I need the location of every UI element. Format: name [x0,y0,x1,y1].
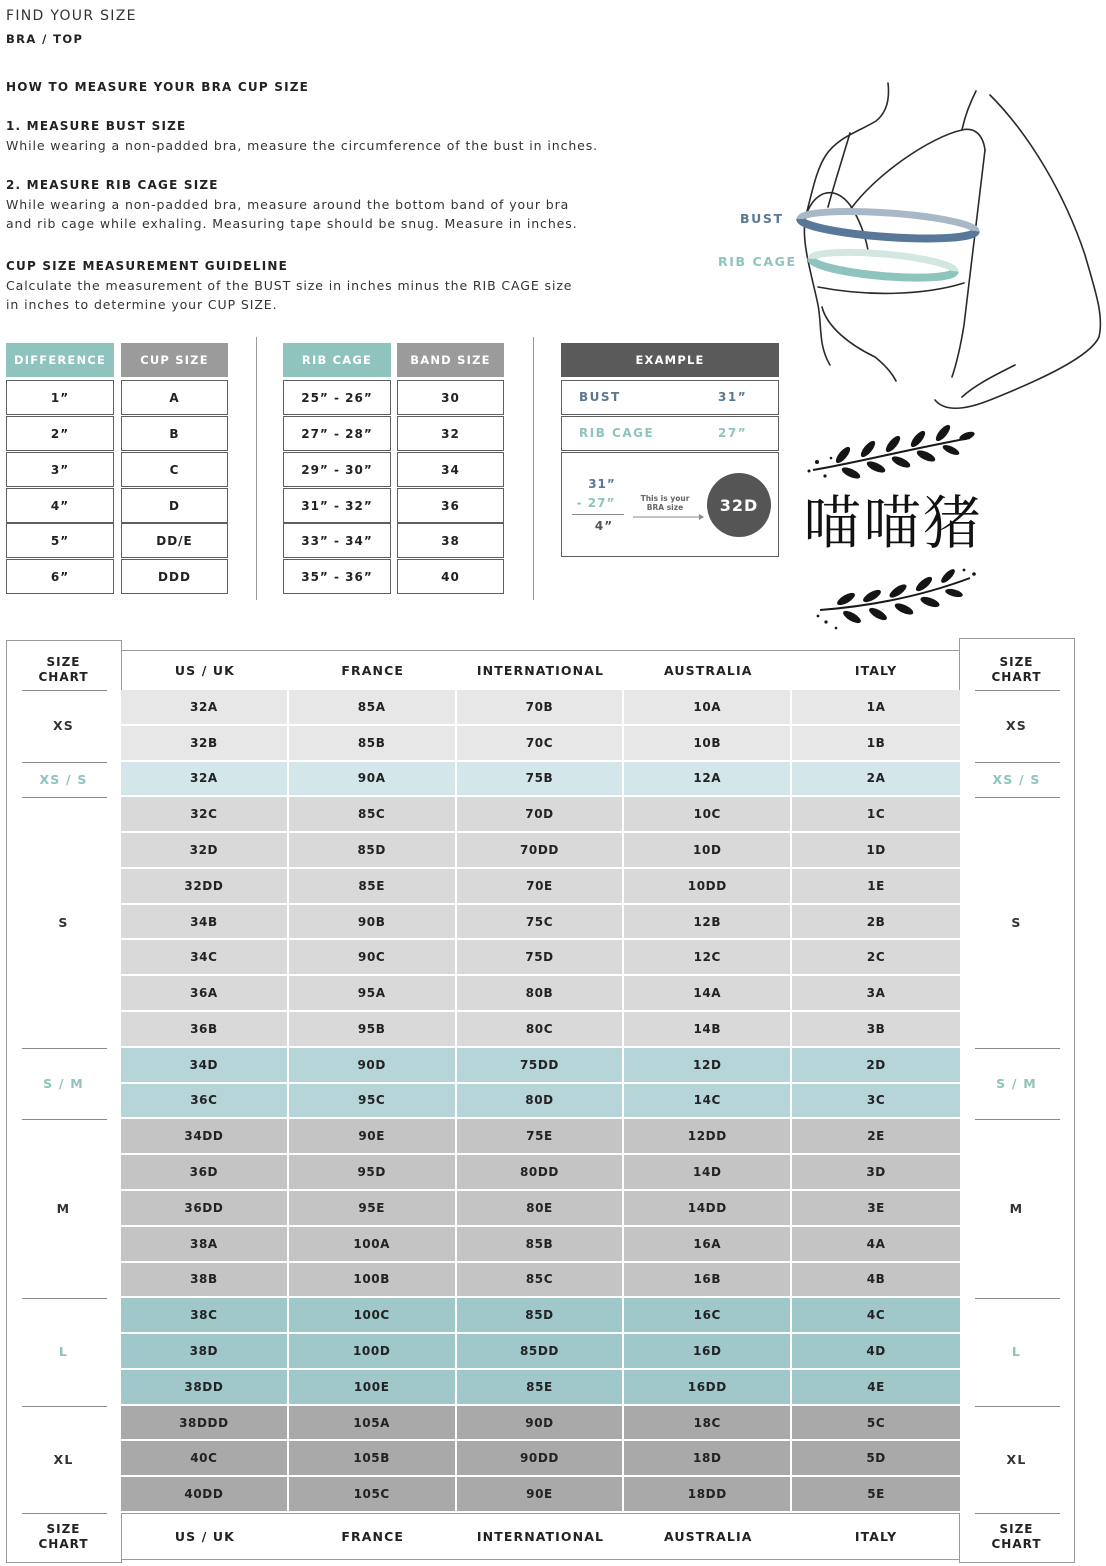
size-group-label-right: L [1011,1344,1022,1360]
size-chart-cell-us-uk: 34C [121,940,289,974]
size-chart-cell-us-uk: 32A [121,762,289,796]
group-separator-left [22,1406,107,1407]
size-group-label-right: XS / S [992,771,1041,787]
size-chart-cell-international: 90D [457,1406,625,1440]
size-chart-cell-italy: 5D [866,1451,886,1466]
size-chart-cell-international: 80E [457,1191,625,1225]
size-chart-cell-italy: 2A [866,771,886,786]
group-separator-left [22,762,107,763]
size-chart-cell-france: 95D [289,1155,457,1189]
example-bust-value: 31” [718,390,748,404]
step-rib-title: 2. MEASURE RIB CAGE SIZE [6,178,219,192]
size-chart-row [121,1298,960,1334]
size-chart-row [121,940,960,976]
calc-divider [572,514,624,515]
example-rib-label: RIB CAGE [579,426,655,440]
size-group-label-right: XL [1006,1451,1027,1467]
illustration-rib-label: RIB CAGE [718,254,797,269]
group-separator-left [22,690,107,691]
group-separator-end [22,1513,107,1514]
size-chart-row [121,869,960,905]
size-chart-cell-international: 80C [457,1012,625,1046]
column-header-us-uk: US / UK [174,663,235,678]
column-header-france: FRANCE [341,663,404,678]
difference-cell: 4” [6,488,114,523]
group-separator-right [975,690,1060,691]
size-chart-cell-italy: 4C [866,1308,886,1323]
column-header-italy: ITALY [854,663,898,678]
size-chart-cell-france: 100B [289,1263,457,1297]
cup-size-cell: DD/E [121,523,228,558]
size-chart-cell-australia: 10D [624,833,792,867]
size-group-label-left: L [58,1344,69,1360]
size-chart-cell-international: 70E [457,869,625,903]
size-chart-cell-international: 90E [457,1477,625,1511]
size-chart-cell-france: 85C [289,797,457,831]
group-separator-right [975,1119,1060,1120]
size-chart-cell-international: 70C [457,726,625,760]
column-footer-us-uk: US / UK [174,1529,235,1544]
size-chart-cell-international: 80DD [457,1155,625,1189]
group-separator-left [22,1048,107,1049]
step-rib-text-line1: While wearing a non-padded bra, measure around the bottom band of your bra [6,197,570,212]
size-chart-row [121,1227,960,1263]
size-chart-row [121,1191,960,1227]
size-chart-cell-france: 95A [289,976,457,1010]
group-separator-left [22,797,107,798]
size-chart-cell-australia: 16DD [624,1370,792,1404]
size-chart-cell-us-uk: 36A [121,976,289,1010]
arrow-caption-line2: BRA size [646,503,684,512]
size-group-label-right: XS [1005,718,1028,734]
size-chart-cell-australia: 12A [624,762,792,796]
size-chart-cell-us-uk: 32A [121,690,289,724]
size-chart-cell-italy: 2B [866,914,886,929]
step-bust-text: While wearing a non-padded bra, measure the circumference of the bust in inches. [6,138,599,153]
size-chart-cell-australia: 14B [624,1012,792,1046]
size-chart-cell-france: 85E [289,869,457,903]
difference-cell: 3” [6,452,114,487]
column-footer-australia: AUSTRALIA [664,1529,753,1544]
difference-cell: 1” [6,380,114,415]
size-chart-cell-international: 85C [457,1263,625,1297]
size-chart-cell-us-uk: 32C [121,797,289,831]
column-header-international: INTERNATIONAL [476,663,605,678]
size-chart-cell-italy: 4D [866,1343,886,1358]
leaf-branch-icon [812,566,982,634]
illustration-bust-label: BUST [740,211,784,226]
table-divider [256,337,257,600]
size-chart-cell-italy: 5E [867,1487,885,1502]
rib-cage-cell: 35” - 36” [283,559,391,594]
size-chart-cell-france: 90A [289,762,457,796]
size-chart-cell-france: 85B [289,726,457,760]
size-chart-cell-france: 95B [289,1012,457,1046]
size-chart-label: SIZE CHART [991,1522,1042,1551]
size-chart-cell-international: 85DD [457,1334,625,1368]
rib-cage-cell: 29” - 30” [283,452,391,487]
size-chart-cell-international: 75C [457,905,625,939]
bust-measurement-illustration [700,75,1104,430]
band-size-cell: 36 [397,488,504,523]
size-chart-cell-italy: 2C [866,950,886,965]
size-chart-cell-italy: 2E [867,1129,885,1144]
cup-size-cell: A [121,380,228,415]
rib-cage-cell: 25” - 26” [283,380,391,415]
result-bra-size-badge: 32D [707,473,771,537]
size-chart-cell-italy: 3C [866,1093,886,1108]
size-chart-cell-us-uk: 36D [121,1155,289,1189]
size-chart-cell-australia: 14A [624,976,792,1010]
size-chart-cell-us-uk: 36C [121,1084,289,1118]
size-group-label-right: M [1009,1201,1024,1217]
calc-bust-value: 31” [588,477,616,491]
difference-header: DIFFERENCE [6,343,114,377]
column-footer-international: INTERNATIONAL [476,1529,605,1544]
guideline-text-line1: Calculate the measurement of the BUST size in inches minus the RIB CAGE size [6,278,573,293]
size-chart-cell-italy: 1A [866,699,886,714]
size-chart-cell-international: 85B [457,1227,625,1261]
instructions-heading: HOW TO MEASURE YOUR BRA CUP SIZE [6,80,310,94]
arrow-right-icon [633,512,705,522]
rib-cage-cell: 33” - 34” [283,523,391,558]
size-chart-cell-italy: 2D [866,1057,886,1072]
size-group-label-left: M [56,1201,71,1217]
size-chart-cell-france: 105A [289,1406,457,1440]
guideline-text-line2: in inches to determine your CUP SIZE. [6,297,278,312]
size-group-label-right: S [1011,915,1022,931]
group-separator-right [975,797,1060,798]
size-chart-cell-us-uk: 34B [121,905,289,939]
cup-size-cell: DDD [121,559,228,594]
size-chart-row [121,833,960,869]
size-chart-cell-international: 70D [457,797,625,831]
size-chart-cell-italy: 4E [867,1379,885,1394]
size-chart-cell-international: 75D [457,940,625,974]
table-divider [533,337,534,600]
size-chart-cell-us-uk: 38C [121,1298,289,1332]
size-chart-cell-australia: 10B [624,726,792,760]
example-bust-label: BUST [579,390,621,404]
group-separator-right [975,762,1060,763]
size-group-label-left: XL [53,1451,74,1467]
size-chart-cell-us-uk: 38B [121,1263,289,1297]
size-chart-cell-australia: 12DD [624,1119,792,1153]
band-size-cell: 34 [397,452,504,487]
size-chart-cell-australia: 16A [624,1227,792,1261]
size-chart-right-header [959,650,1074,690]
size-chart-row [121,1370,960,1406]
size-chart-cell-us-uk: 38D [121,1334,289,1368]
size-chart-row [121,1084,960,1120]
size-chart-cell-us-uk: 34D [121,1048,289,1082]
size-chart-cell-italy: 4A [866,1236,886,1251]
arrow-caption-line1: This is your [640,494,690,503]
band-size-cell: 38 [397,523,504,558]
guideline-title: CUP SIZE MEASUREMENT GUIDELINE [6,259,289,273]
size-chart-cell-france: 105C [289,1477,457,1511]
size-chart-cell-australia: 10DD [624,869,792,903]
size-chart-cell-international: 80B [457,976,625,1010]
size-chart-cell-us-uk: 38A [121,1227,289,1261]
page-title: FIND YOUR SIZE [6,8,137,24]
group-separator-left [22,1119,107,1120]
size-chart-left-footer [6,1517,121,1557]
size-chart-cell-us-uk: 34DD [121,1119,289,1153]
size-chart-cell-italy: 4B [866,1272,886,1287]
size-chart-cell-italy: 5C [866,1415,886,1430]
band-size-header: BAND SIZE [397,343,504,377]
group-separator-right [975,1048,1060,1049]
step-rib-text-line2: and rib cage while exhaling. Measuring tape should be snug. Measure in inches. [6,216,578,231]
size-chart-row [121,1441,960,1477]
step-bust-title: 1. MEASURE BUST SIZE [6,119,187,133]
rib-cage-header: RIB CAGE [283,343,391,377]
size-chart-cell-france: 100E [289,1370,457,1404]
band-size-cell: 32 [397,416,504,451]
size-chart-cell-france: 85D [289,833,457,867]
difference-cell: 5” [6,523,114,558]
size-chart-row [121,1406,960,1442]
rib-cage-cell: 27” - 28” [283,416,391,451]
size-chart-row [121,1477,960,1513]
size-chart-cell-france: 100C [289,1298,457,1332]
size-chart-label: SIZE CHART [38,1522,89,1551]
size-chart-cell-italy: 3E [867,1200,885,1215]
group-separator-right [975,1298,1060,1299]
cup-size-cell: D [121,488,228,523]
size-group-label-left: XS [52,718,75,734]
size-chart-cell-france: 90B [289,905,457,939]
size-chart-cell-us-uk: 32D [121,833,289,867]
cup-size-cell: C [121,452,228,487]
size-chart-row [121,1048,960,1084]
column-header-australia: AUSTRALIA [664,663,753,678]
size-chart-cell-italy: 1D [866,843,886,858]
size-chart-cell-australia: 12B [624,905,792,939]
size-chart-cell-australia: 18D [624,1441,792,1475]
size-chart-label: SIZE CHART [38,655,89,684]
size-chart-cell-australia: 12C [624,940,792,974]
size-group-label-left: S [58,915,69,931]
size-chart-row [121,762,960,798]
band-size-cell: 30 [397,380,504,415]
size-chart-cell-france: 90E [289,1119,457,1153]
size-chart-cell-us-uk: 32DD [121,869,289,903]
size-chart-cell-australia: 18DD [624,1477,792,1511]
group-separator-right [975,1406,1060,1407]
size-chart-row [121,1119,960,1155]
size-group-label-left: XS / S [39,771,88,787]
size-chart-cell-international: 85D [457,1298,625,1332]
size-chart-cell-italy: 3A [866,986,886,1001]
leaf-branch-icon [805,418,975,482]
calc-result-value: 4” [594,519,614,533]
column-footer-italy: ITALY [854,1529,898,1544]
size-chart-row [121,1012,960,1048]
size-chart-row [121,1334,960,1370]
size-chart-cell-australia: 14DD [624,1191,792,1225]
size-chart-cell-australia: 14C [624,1084,792,1118]
size-chart-cell-us-uk: 40DD [121,1477,289,1511]
size-chart-cell-france: 100D [289,1334,457,1368]
size-group-label-right: S / M [996,1076,1037,1092]
cup-size-header: CUP SIZE [121,343,228,377]
size-chart-cell-france: 95E [289,1191,457,1225]
size-chart-cell-italy: 3D [866,1165,886,1180]
size-chart-left-header [6,650,121,690]
size-chart-cell-us-uk: 36B [121,1012,289,1046]
example-rib-value: 27” [718,426,748,440]
size-chart-cell-australia: 10A [624,690,792,724]
size-group-label-left: S / M [43,1076,84,1092]
size-chart-cell-france: 85A [289,690,457,724]
calc-rib-value: - 27” [576,496,616,510]
size-chart-cell-international: 90DD [457,1441,625,1475]
brand-logo-text: 喵喵猪 [803,489,984,557]
size-chart-header-row [121,650,960,690]
size-chart-cell-australia: 16D [624,1334,792,1368]
size-chart-row [121,690,960,726]
size-chart-cell-france: 105B [289,1441,457,1475]
size-chart-cell-international: 70DD [457,833,625,867]
size-chart-row [121,1263,960,1299]
difference-cell: 6” [6,559,114,594]
page-subtitle: BRA / TOP [6,32,84,46]
difference-cell: 2” [6,416,114,451]
size-chart-cell-international: 75E [457,1119,625,1153]
size-chart-cell-italy: 1E [867,878,885,893]
rib-cage-cell: 31” - 32” [283,488,391,523]
size-chart-row [121,905,960,941]
size-chart-cell-international: 80D [457,1084,625,1118]
size-chart-cell-us-uk: 40C [121,1441,289,1475]
size-chart-cell-australia: 18C [624,1406,792,1440]
size-chart-cell-us-uk: 32B [121,726,289,760]
group-separator-end [975,1513,1060,1514]
size-chart-cell-australia: 12D [624,1048,792,1082]
size-chart-cell-international: 85E [457,1370,625,1404]
column-footer-france: FRANCE [341,1529,404,1544]
size-chart-cell-us-uk: 36DD [121,1191,289,1225]
size-chart-label: SIZE CHART [991,655,1042,684]
size-chart-cell-australia: 16B [624,1263,792,1297]
group-separator-left [22,1298,107,1299]
size-chart-cell-international: 75B [457,762,625,796]
size-chart-cell-us-uk: 38DD [121,1370,289,1404]
example-header: EXAMPLE [561,343,779,377]
band-size-cell: 40 [397,559,504,594]
size-chart-row [121,976,960,1012]
size-chart-row [121,797,960,833]
size-chart-footer-row [121,1513,960,1560]
size-chart-row [121,726,960,762]
size-chart-cell-australia: 14D [624,1155,792,1189]
size-chart-cell-italy: 3B [866,1021,886,1036]
size-chart-cell-france: 90C [289,940,457,974]
size-chart-cell-italy: 1B [866,735,886,750]
size-chart-cell-italy: 1C [866,807,886,822]
size-chart-cell-international: 75DD [457,1048,625,1082]
cup-size-cell: B [121,416,228,451]
size-chart-cell-australia: 16C [624,1298,792,1332]
size-chart-cell-international: 70B [457,690,625,724]
size-chart-cell-france: 90D [289,1048,457,1082]
size-chart-cell-us-uk: 38DDD [121,1406,289,1440]
size-chart-cell-france: 95C [289,1084,457,1118]
size-chart-cell-australia: 10C [624,797,792,831]
size-chart-cell-france: 100A [289,1227,457,1261]
size-chart-right-footer [959,1517,1074,1557]
size-chart-row [121,1155,960,1191]
